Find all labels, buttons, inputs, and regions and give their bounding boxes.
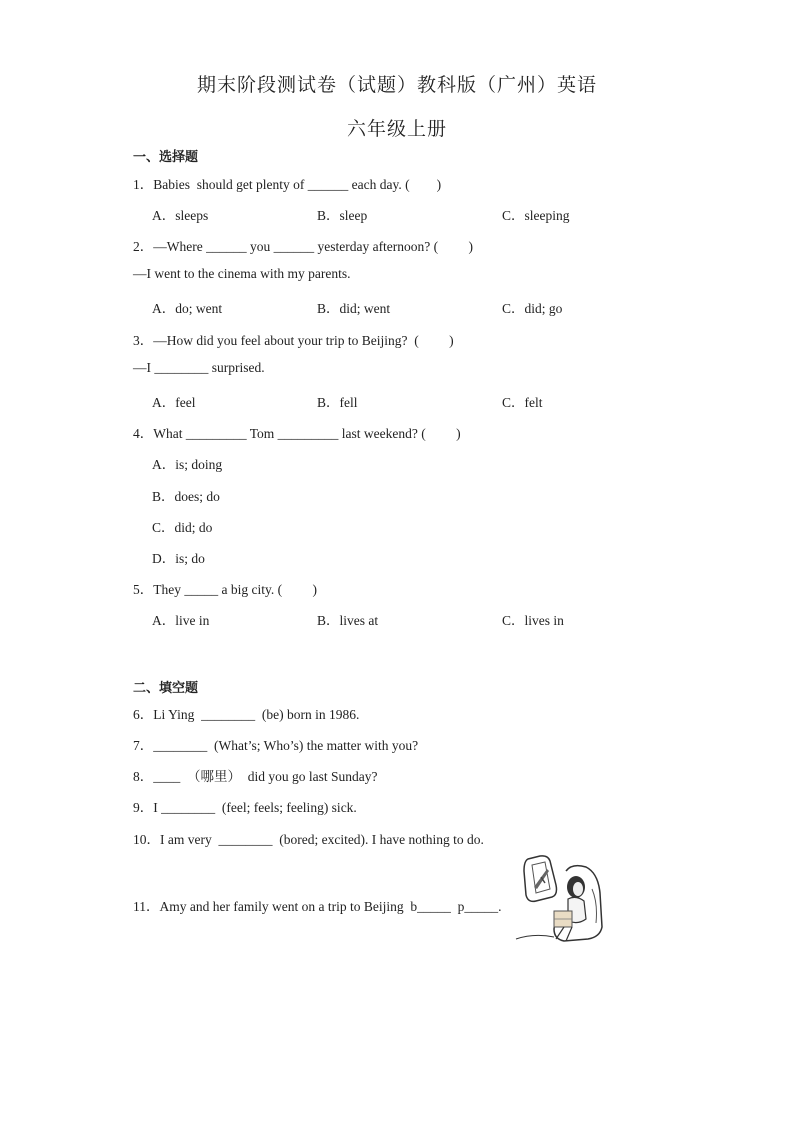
exam-title: 期末阶段测试卷（试题）教科版（广州）英语 (196, 74, 597, 96)
q4-option-b: B．does; do (152, 489, 220, 504)
question-2-reply: —I went to the cinema with my parents. (133, 266, 351, 281)
q3-option-a: A．feel (152, 395, 196, 410)
section-heading-fill: 二、填空题 (133, 681, 199, 696)
question-6: 6．Li Ying ________ (be) born in 1986. (133, 707, 360, 722)
q4-option-a: A．is; doing (152, 457, 223, 472)
question-8: 8．____ （哪里） did you go last Sunday? (133, 769, 378, 784)
question-10: 10．I am very ________ (bored; excited). I have nothing to do. (133, 832, 484, 847)
q1-option-b: B．sleep (317, 208, 368, 223)
q1-option-c: C．sleeping (502, 208, 570, 223)
q2-option-b: B．did; went (317, 301, 391, 316)
question-9: 9．I ________ (feel; feels; feeling) sick. (133, 800, 357, 815)
q4-option-c: C．did; do (152, 520, 213, 535)
question-3: 3．—How did you feel about your trip to Beijing? ( ) (133, 333, 454, 348)
question-7: 7．________ (What’s; Who’s) the matter with you? (133, 738, 419, 753)
question-11: 11．Amy and her family went on a trip to Beijing b_____ p_____. (133, 899, 502, 914)
question-4: 4．What _________ Tom _________ last weekend? ( ) (133, 426, 461, 441)
question-1: 1．Babies should get plenty of ______ each day. ( ) (133, 177, 442, 192)
q5-option-c: C．lives in (502, 613, 564, 628)
q3-option-b: B．fell (317, 395, 358, 410)
question-5: 5．They _____ a big city. ( ) (133, 582, 317, 597)
question-3-reply: —I ________ surprised. (133, 360, 265, 375)
q3-option-c: C．felt (502, 395, 543, 410)
question-2: 2．—Where ______ you ______ yesterday afternoon? ( ) (133, 239, 474, 254)
q5-option-b: B．lives at (317, 613, 379, 628)
q4-option-d: D．is; do (152, 551, 205, 566)
q5-option-a: A．live in (152, 613, 210, 628)
q1-option-a: A．sleeps (152, 208, 209, 223)
airplane-passenger-icon (514, 853, 608, 945)
q2-option-c: C．did; go (502, 301, 563, 316)
q2-option-a: A．do; went (152, 301, 223, 316)
exam-subtitle: 六年级上册 (346, 118, 447, 140)
section-heading-choice: 一、选择题 (133, 150, 199, 165)
